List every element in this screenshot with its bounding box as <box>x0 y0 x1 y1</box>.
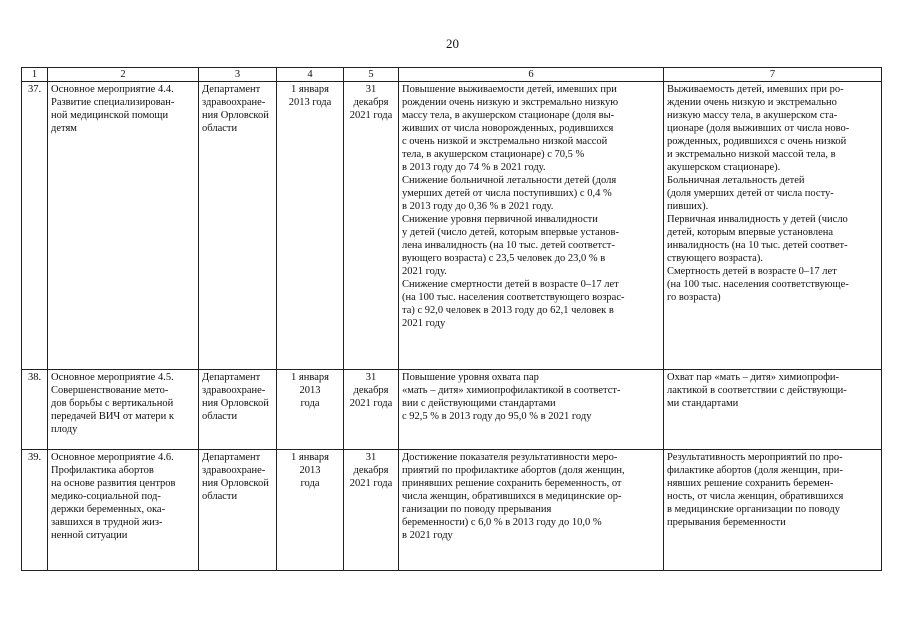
text-line: у детей (число детей, которым впервые установ- <box>402 227 620 238</box>
text-line: «мать – дитя» химиопрофилактикой в соответст- <box>402 385 621 396</box>
text-line: передачей ВИЧ от матери к <box>51 411 174 422</box>
text-line: Основное мероприятие 4.6. <box>51 452 174 463</box>
table-row <box>22 82 882 370</box>
text-line: прерывания беременности <box>667 517 786 528</box>
measure-cell <box>48 450 199 571</box>
text-line: года <box>300 478 320 489</box>
text-line: Повышение выживаемости детей, имевших при <box>402 84 617 95</box>
text-line: пивших). <box>667 201 709 212</box>
text-line: го возраста) <box>667 292 721 303</box>
text-line: декабря <box>353 465 389 476</box>
header-row <box>22 68 882 82</box>
text-line: Основное мероприятие 4.4. <box>51 84 174 95</box>
text-line: в медицинские организации по поводу <box>667 504 841 515</box>
text-line: принявших решение сохранить беременность, от <box>402 478 622 489</box>
text-line: Достижение показателя результативности меро- <box>402 452 618 463</box>
text-line: тела, в акушерском стационаре) с 70,5 % <box>402 149 585 160</box>
text-line: умерших детей от числа поступивших) с 0,4 % <box>402 188 612 199</box>
text-line: Выживаемость детей, имевших при ро- <box>667 84 844 95</box>
text-line: декабря <box>353 385 389 396</box>
start-date-cell <box>277 370 344 450</box>
text-line: ционаре (доля выживших от числа ново- <box>667 123 850 134</box>
column-header: 7 <box>664 68 882 82</box>
text-line: декабря <box>353 97 389 108</box>
text-line: Департамент <box>202 452 261 463</box>
text-line: 2021 года <box>349 478 393 489</box>
text-line: держки беременных, ока- <box>51 504 166 515</box>
text-line: Первичная инвалидность у детей (число <box>667 214 848 225</box>
column-header: 6 <box>399 68 664 82</box>
column-header: 2 <box>48 68 199 82</box>
text-line: низкую массу тела, в акушерском ста- <box>667 110 838 121</box>
text-line: области <box>202 491 238 502</box>
text-line: в 2021 году <box>402 530 453 541</box>
text-line: Снижение уровня первичной инвалидности <box>402 214 598 225</box>
text-line: плоду <box>51 424 78 435</box>
text-line: с 92,5 % в 2013 году до 95,0 % в 2021 году <box>402 411 592 422</box>
text-line: та) с 92,0 человек в 2013 году до 62,1 человек в <box>402 305 614 316</box>
text-line: нявших решение сохранить беремен- <box>667 478 834 489</box>
expected-result-cell <box>399 370 664 450</box>
text-line: акушерском стационаре). <box>667 162 781 173</box>
text-line: и экстремально низкой массой тела, в <box>667 149 836 160</box>
column-header: 3 <box>199 68 277 82</box>
indicator-cell <box>664 82 882 370</box>
row-number: 39. <box>22 450 48 571</box>
text-line: ния Орловской <box>202 110 269 121</box>
table-row <box>22 370 882 450</box>
column-header: 5 <box>344 68 399 82</box>
text-line: Повышение уровня охвата пар <box>402 372 539 383</box>
text-line: 1 января <box>291 372 329 383</box>
text-line: филактике абортов (доля женщин, при- <box>667 465 843 476</box>
text-line: Снижение больничной летальности детей (доля <box>402 175 617 186</box>
text-line: ствующего возраста). <box>667 253 763 264</box>
start-date-cell <box>277 82 344 370</box>
text-line: медико-социальной под- <box>51 491 161 502</box>
end-date-cell <box>344 450 399 571</box>
indicator-cell <box>664 370 882 450</box>
text-line: 31 <box>365 84 377 95</box>
text-line: рождении очень низкую и экстремально низкую <box>402 97 619 108</box>
text-line: Снижение смертности детей в возрасте 0–17 лет <box>402 279 619 290</box>
expected-result-cell <box>399 82 664 370</box>
text-line: здравоохране- <box>202 465 266 476</box>
text-line: Больничная летальность детей <box>667 175 805 186</box>
text-line: Департамент <box>202 84 261 95</box>
text-line: дов борьбы с вертикальной <box>51 398 174 409</box>
measure-cell <box>48 82 199 370</box>
text-line: здравоохране- <box>202 97 266 108</box>
text-line: Профилактика абортов <box>51 465 154 476</box>
text-line: лена инвалидность (на 10 тыс. детей соответст- <box>402 240 615 251</box>
text-line: ния Орловской <box>202 478 269 489</box>
text-line: инвалидность (на 10 тыс. детей соответ- <box>667 240 848 251</box>
text-line: детей, которым впервые установлена <box>667 227 834 238</box>
text-line: области <box>202 123 238 134</box>
text-line: 31 <box>365 372 377 383</box>
text-line: года <box>300 398 320 409</box>
text-line: ганизации по поводу прерывания <box>402 504 552 515</box>
expected-result-cell <box>399 450 664 571</box>
row-number: 38. <box>22 370 48 450</box>
start-date-cell <box>277 450 344 571</box>
text-line: беременности) с 6,0 % в 2013 году до 10,0 % <box>402 517 602 528</box>
text-line: 2013 <box>299 465 321 476</box>
text-line: 1 января <box>291 84 329 95</box>
executor-cell <box>199 82 277 370</box>
text-line: 2021 году. <box>402 266 447 277</box>
text-line: завшихся в трудной жиз- <box>51 517 163 528</box>
text-line: 31 <box>365 452 377 463</box>
text-line: в 2013 году до 0,36 % в 2021 году. <box>402 201 554 212</box>
end-date-cell <box>344 370 399 450</box>
column-header: 4 <box>277 68 344 82</box>
text-line: Смертность детей в возрасте 0–17 лет <box>667 266 837 277</box>
page-number: 20 <box>446 36 459 51</box>
text-line: 2021 года <box>349 110 393 121</box>
column-header: 1 <box>22 68 48 82</box>
text-line: приятий по профилактике абортов (доля женщин, <box>402 465 625 476</box>
text-line: Развитие специализирован- <box>51 97 175 108</box>
measures-table <box>21 67 882 571</box>
text-line: ждении очень низкую и экстремально <box>667 97 837 108</box>
row-number: 37. <box>22 82 48 370</box>
text-line: вии с действующими стандартами <box>402 398 556 409</box>
text-line: Охват пар «мать – дитя» химиопрофи- <box>667 372 840 383</box>
text-line: ность, от числа женщин, обратившихся <box>667 491 844 502</box>
text-line: Результативность мероприятий по про- <box>667 452 843 463</box>
text-line: 2021 году <box>402 318 446 329</box>
text-line: Совершенствование мето- <box>51 385 169 396</box>
text-line: рожденных, родившихся с очень низкой <box>667 136 847 147</box>
text-line: вующего возраста) с 23,5 человек до 23,0 % в <box>402 253 606 264</box>
text-line: ной медицинской помощи <box>51 110 169 121</box>
text-line: с очень низкой и экстремально низкой массой <box>402 136 608 147</box>
end-date-cell <box>344 82 399 370</box>
text-line: ми стандартами <box>667 398 739 409</box>
text-line: массу тела, в акушерском стационаре (доля вы- <box>402 110 615 121</box>
table-row <box>22 450 882 571</box>
text-line: 1 января <box>291 452 329 463</box>
text-line: Основное мероприятие 4.5. <box>51 372 174 383</box>
executor-cell <box>199 370 277 450</box>
text-line: Департамент <box>202 372 261 383</box>
text-line: ния Орловской <box>202 398 269 409</box>
indicator-cell <box>664 450 882 571</box>
text-line: здравоохране- <box>202 385 266 396</box>
text-line: (доля умерших детей от числа посту- <box>667 188 834 199</box>
text-line: в 2013 году до 74 % в 2021 году. <box>402 162 546 173</box>
text-line: числа женщин, обратившихся в медицинские ор- <box>402 491 622 502</box>
text-line: области <box>202 411 238 422</box>
text-line: на основе развития центров <box>51 478 176 489</box>
text-line: (на 100 тыс. населения соответствующего возрас- <box>402 292 625 303</box>
text-line: ненной ситуации <box>51 530 128 541</box>
text-line: лактикой в соответствии с действующи- <box>667 385 847 396</box>
text-line: живших от числа новорожденных, родившихся <box>402 123 614 134</box>
executor-cell <box>199 450 277 571</box>
text-line: 2021 года <box>349 398 393 409</box>
text-line: детям <box>51 123 77 134</box>
text-line: (на 100 тыс. населения соответствующе- <box>667 279 849 290</box>
text-line: 2013 года <box>288 97 332 108</box>
measure-cell <box>48 370 199 450</box>
text-line: 2013 <box>299 385 321 396</box>
